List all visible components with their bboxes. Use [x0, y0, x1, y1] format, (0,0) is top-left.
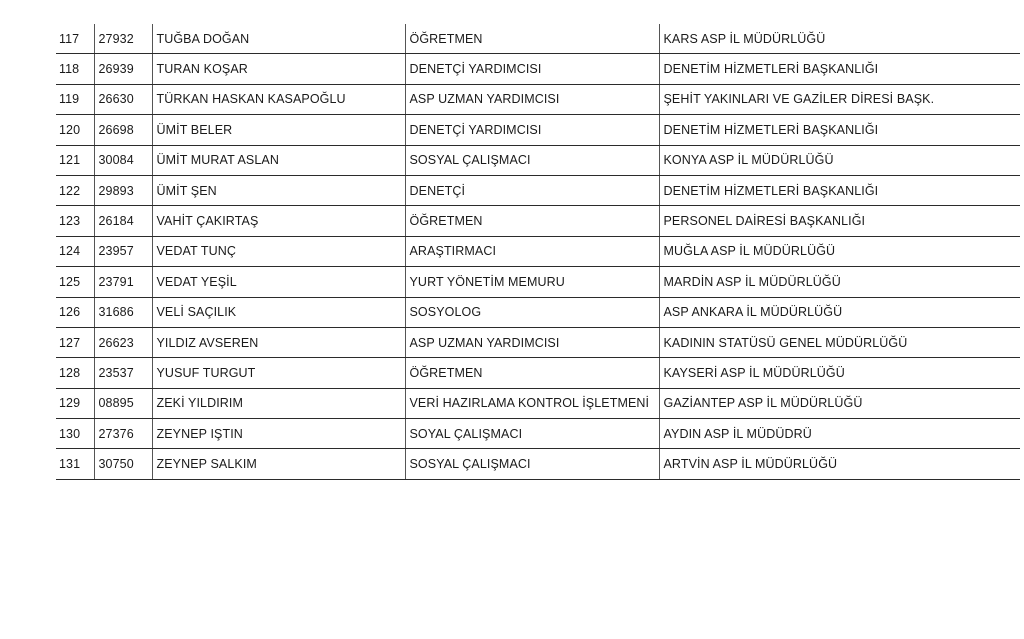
job-title: SOSYAL ÇALIŞMACI: [405, 449, 659, 479]
person-name: ZEKİ YILDIRIM: [152, 388, 405, 418]
registry-number: 26939: [94, 54, 152, 84]
department: KARS ASP İL MÜDÜRLÜĞÜ: [659, 24, 1020, 54]
person-name: ZEYNEP IŞTIN: [152, 419, 405, 449]
table-row: [56, 115, 1020, 145]
job-title: SOSYOLOG: [405, 297, 659, 327]
registry-number: 31686: [94, 297, 152, 327]
row-number: 119: [56, 84, 94, 114]
job-title: ÖĞRETMEN: [405, 206, 659, 236]
person-name: ÜMİT MURAT ASLAN: [152, 145, 405, 175]
registry-number: 26698: [94, 115, 152, 145]
department: ARTVİN ASP İL MÜDÜRLÜĞÜ: [659, 449, 1020, 479]
job-title: SOYAL ÇALIŞMACI: [405, 419, 659, 449]
registry-number: 23791: [94, 267, 152, 297]
person-name: VEDAT TUNÇ: [152, 236, 405, 266]
department: KADININ STATÜSÜ GENEL MÜDÜRLÜĞÜ: [659, 327, 1020, 357]
table-row: [56, 327, 1020, 357]
row-number: 130: [56, 419, 94, 449]
registry-number: 23537: [94, 358, 152, 388]
row-number: 125: [56, 267, 94, 297]
job-title: ARAŞTIRMACI: [405, 236, 659, 266]
job-title: DENETÇİ YARDIMCISI: [405, 115, 659, 145]
row-number: 123: [56, 206, 94, 236]
department: KONYA ASP İL MÜDÜRLÜĞÜ: [659, 145, 1020, 175]
department: PERSONEL DAİRESİ BAŞKANLIĞI: [659, 206, 1020, 236]
registry-number: 08895: [94, 388, 152, 418]
registry-number: 26184: [94, 206, 152, 236]
department: MUĞLA ASP İL MÜDÜRLÜĞÜ: [659, 236, 1020, 266]
personnel-table: [56, 24, 1020, 480]
job-title: ÖĞRETMEN: [405, 358, 659, 388]
table-row: [56, 449, 1020, 479]
row-number: 122: [56, 175, 94, 205]
registry-number: 27376: [94, 419, 152, 449]
person-name: ZEYNEP SALKIM: [152, 449, 405, 479]
row-number: 131: [56, 449, 94, 479]
job-title: YURT YÖNETİM MEMURU: [405, 267, 659, 297]
job-title: DENETÇİ YARDIMCISI: [405, 54, 659, 84]
table-row: [56, 84, 1020, 114]
person-name: VAHİT ÇAKIRTAŞ: [152, 206, 405, 236]
registry-number: 30750: [94, 449, 152, 479]
personnel-table-body: [56, 24, 1020, 479]
table-row: [56, 267, 1020, 297]
job-title: SOSYAL ÇALIŞMACI: [405, 145, 659, 175]
person-name: TÜRKAN HASKAN KASAPOĞLU: [152, 84, 405, 114]
table-row: [56, 206, 1020, 236]
row-number: 117: [56, 24, 94, 54]
job-title: ASP UZMAN YARDIMCISI: [405, 84, 659, 114]
registry-number: 27932: [94, 24, 152, 54]
job-title: ASP UZMAN YARDIMCISI: [405, 327, 659, 357]
job-title: DENETÇİ: [405, 175, 659, 205]
row-number: 121: [56, 145, 94, 175]
table-row: [56, 358, 1020, 388]
registry-number: 29893: [94, 175, 152, 205]
person-name: YUSUF TURGUT: [152, 358, 405, 388]
department: ASP ANKARA İL MÜDÜRLÜĞÜ: [659, 297, 1020, 327]
table-row: [56, 145, 1020, 175]
table-row: [56, 236, 1020, 266]
department: DENETİM HİZMETLERİ BAŞKANLIĞI: [659, 115, 1020, 145]
person-name: ÜMİT BELER: [152, 115, 405, 145]
registry-number: 26623: [94, 327, 152, 357]
person-name: TUĞBA DOĞAN: [152, 24, 405, 54]
department: DENETİM HİZMETLERİ BAŞKANLIĞI: [659, 175, 1020, 205]
table-row: [56, 297, 1020, 327]
registry-number: 26630: [94, 84, 152, 114]
table-row: [56, 419, 1020, 449]
table-row: [56, 54, 1020, 84]
department: DENETİM HİZMETLERİ BAŞKANLIĞI: [659, 54, 1020, 84]
row-number: 128: [56, 358, 94, 388]
department: ŞEHİT YAKINLARI VE GAZİLER DİRESİ BAŞK.: [659, 84, 1020, 114]
table-row: [56, 175, 1020, 205]
row-number: 120: [56, 115, 94, 145]
department: AYDIN ASP İL MÜDÜDRÜ: [659, 419, 1020, 449]
row-number: 124: [56, 236, 94, 266]
person-name: VEDAT YEŞİL: [152, 267, 405, 297]
department: MARDİN ASP İL MÜDÜRLÜĞÜ: [659, 267, 1020, 297]
person-name: ÜMİT ŞEN: [152, 175, 405, 205]
registry-number: 23957: [94, 236, 152, 266]
job-title: VERİ HAZIRLAMA KONTROL İŞLETMENİ: [405, 388, 659, 418]
table-row: [56, 388, 1020, 418]
department: GAZİANTEP ASP İL MÜDÜRLÜĞÜ: [659, 388, 1020, 418]
job-title: ÖĞRETMEN: [405, 24, 659, 54]
row-number: 118: [56, 54, 94, 84]
department: KAYSERİ ASP İL MÜDÜRLÜĞÜ: [659, 358, 1020, 388]
row-number: 129: [56, 388, 94, 418]
person-name: YILDIZ AVSEREN: [152, 327, 405, 357]
row-number: 126: [56, 297, 94, 327]
table-row: [56, 24, 1020, 54]
registry-number: 30084: [94, 145, 152, 175]
person-name: TURAN KOŞAR: [152, 54, 405, 84]
row-number: 127: [56, 327, 94, 357]
person-name: VELİ SAÇILIK: [152, 297, 405, 327]
